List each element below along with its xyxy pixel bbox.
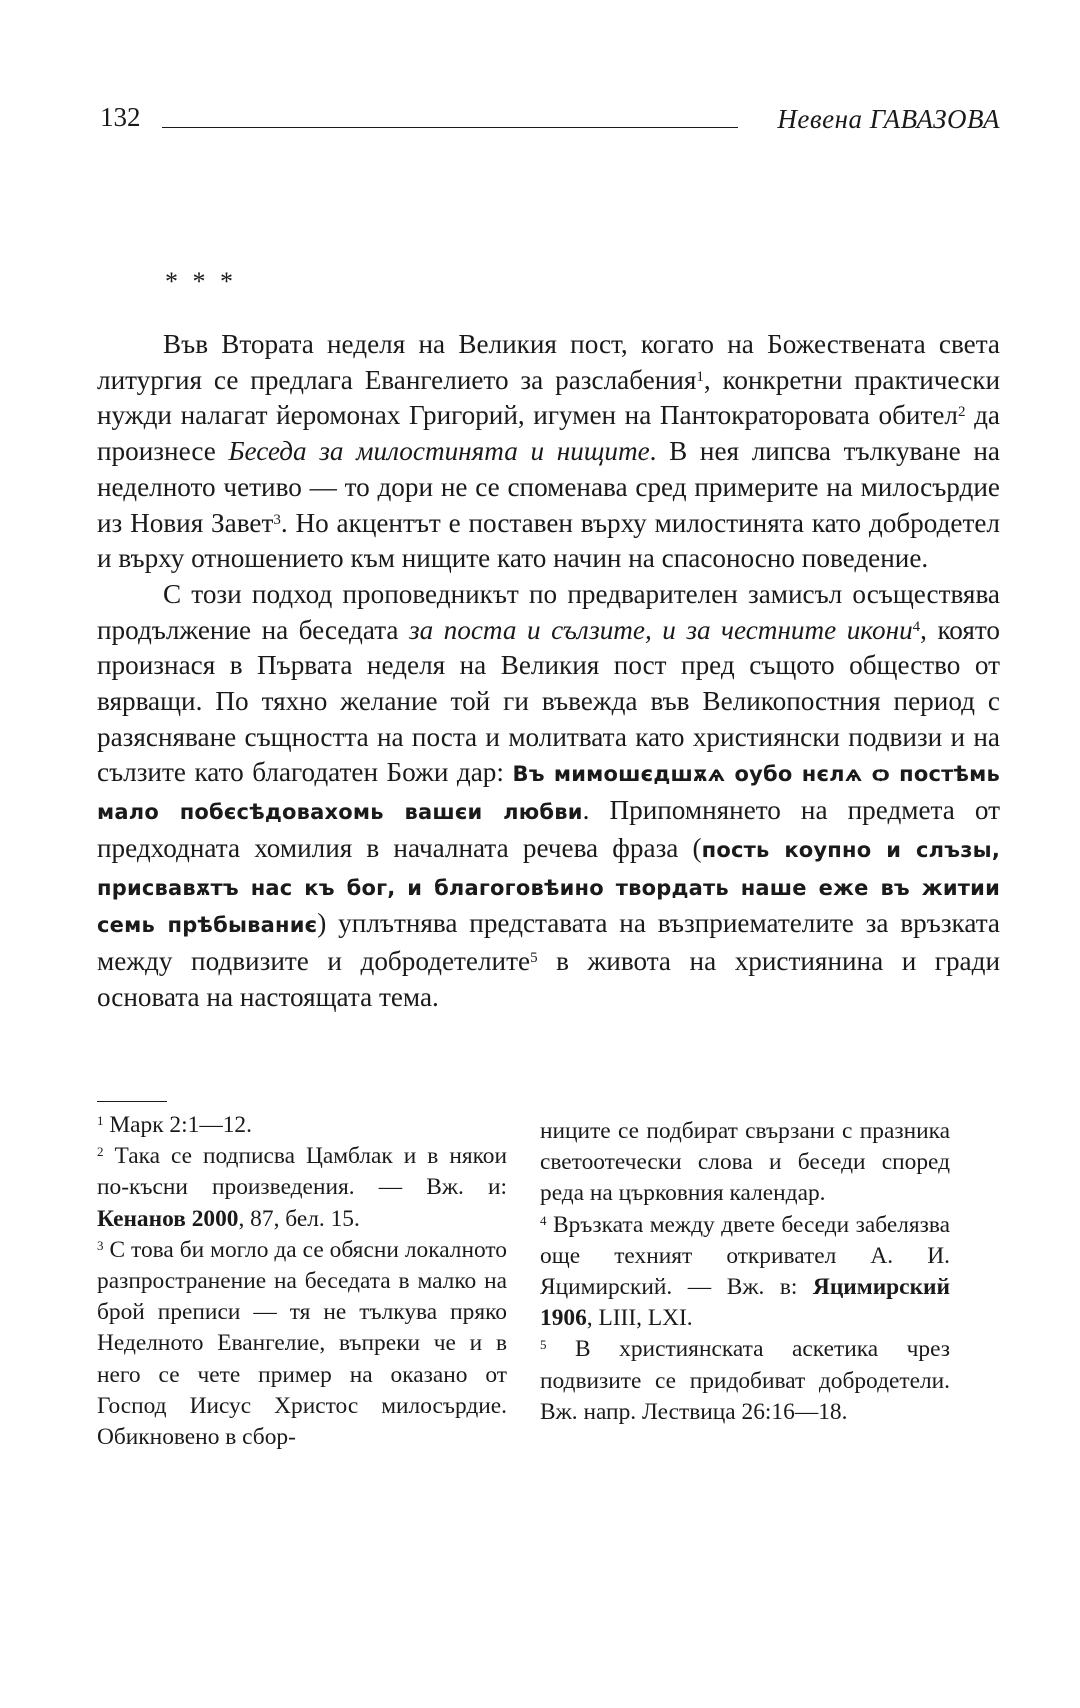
old-church-slavonic-quote-1: Въ мимошєдшѫѧ оубо нєлѧ ѻ постѣмь мало побєсѣдовахомь вашєи любви (97, 762, 1001, 825)
footnotes-left-column (97, 1110, 507, 1453)
text-run: . В нея липсва тълкуване на неделното четиво — то дори не се споменава сред примерите на милосърдие из Новия Завет (97, 436, 1000, 538)
text-run: . Но акцентът е поставен върху милостинята като добродетел и върху отношението към нищите като начин на спасоносно поведение. (97, 507, 1000, 574)
footnote-3: $^3$ С това би могло да се обясни локалното разпространение на беседата в малко на брой преписи — тя не тълкува пряко Неделното Евангелие, въпреки че и в него се чете пример на оказано от Господ Иисус Христос милосърдие. Обикновено в сбор- (97, 1236, 507, 1451)
paragraph-2 (97, 577, 1000, 1015)
footnote-2 (97, 1141, 507, 1235)
citation-bold: Кенанов 2000 (97, 1205, 239, 1232)
text-run: , конкретни практически нужди налагат йеромонах Григорий, игумен на Пантократоровата обител (97, 364, 1000, 431)
footnote-1 (97, 1110, 507, 1141)
footnotes-right-column (540, 1116, 950, 1428)
text-run: да произнесе (97, 400, 1000, 467)
footnote-number: 5 (540, 1337, 547, 1353)
running-header (100, 100, 1000, 140)
footnote-ref-4[interactable]: 4 (912, 618, 921, 635)
footnote-text: Марк 2:1—12. (103, 1112, 252, 1138)
work-title: за поста и сълзите, и за честните икони (408, 614, 913, 645)
header-rule (162, 127, 738, 128)
footnote-text: Връзката между двете беседи забелязва още техният откривател А. И. Яцимирский. — Вж. в: (540, 1211, 950, 1301)
footnote-text: В християнската аскетика чрез подвизите се придобиват добродетели. Вж. напр. Лествица 26:16—18. (540, 1336, 950, 1425)
footnote-text: С това би могло да се обясни локалното разпространение на беседата в малко на брой преписи — тя не тълкува пряко Неделното Евангелие, въпреки че и в него се чете пример на оказано от Господ Иисус Христос милосърдие. Обикновено в сбор (97, 1236, 507, 1451)
footnote-4 (540, 1210, 950, 1335)
paragraph-1 (97, 327, 1000, 577)
footnote-number: 4 (540, 1212, 547, 1228)
footnote-ref-2[interactable]: 2 (957, 404, 966, 421)
text-run: , която произнася в Първата неделя на Великия пост пред същото общество от вярващи. По тяхно желание той ги въвежда във Великопостния период с разясняване същността на поста и молитвата като християнски подвизи и на сълзите като благодатен Божи дар: (97, 614, 1000, 788)
footnote-number: 3 (97, 1237, 104, 1253)
footnote-3-continued (540, 1116, 950, 1210)
text-run: в живота на християнина и гради основата на настоящата тема. (97, 945, 1000, 1012)
old-church-slavonic-quote-2: пость коупно и слъзы, присвавѫтъ нас къ бог, и благоговѣино твордать наше еже въ житии семь прѣбываниє (97, 837, 1000, 938)
page-number: 132 (100, 102, 141, 132)
running-head-author: Невена ГАВАЗОВА (777, 104, 1000, 134)
footnote-ref-3[interactable]: 3 (273, 511, 281, 528)
text-run: С този подход проповедникът по предварителен замисъл осъществява продължение на беседата (97, 578, 1000, 645)
text-run: Във Втората неделя на Великия пост, когато на Божествената света литургия се предлага Евангелието за разслабения (97, 329, 1000, 395)
text-run: . Припомнянето на предмета от предходната хомилия в началната речева фраза ( (97, 795, 1000, 863)
section-break: * * * (165, 267, 237, 296)
footnote-text: ниците се подбират свързани с празника светоотечески слова и беседи според реда на църковния календар. (540, 1118, 950, 1207)
footnote-text: Така се подписва Цамблак и в някои по-късни произведения. — Вж. и: (97, 1143, 507, 1201)
footnote-ref-5[interactable]: 5 (530, 949, 538, 966)
main-text (97, 327, 1000, 1015)
footnote-rule (97, 1101, 167, 1102)
citation-bold: Яцимирский 1906 (540, 1274, 950, 1332)
footnote-text: , 87, бел. 15. (238, 1205, 360, 1232)
footnote-text: , LIII, LXI. (586, 1305, 693, 1332)
footnote-number: 2 (97, 1144, 104, 1160)
footnote-5 (540, 1334, 950, 1428)
footnote-number: 1 (97, 1112, 104, 1128)
text-run: ) уплътнява представата на възприемателите за връзката между подвизите и добродетелите (97, 908, 1000, 976)
footnote-ref-1[interactable]: 1 (696, 368, 704, 385)
work-title: Беседа за милостинята и нищите (228, 436, 650, 467)
